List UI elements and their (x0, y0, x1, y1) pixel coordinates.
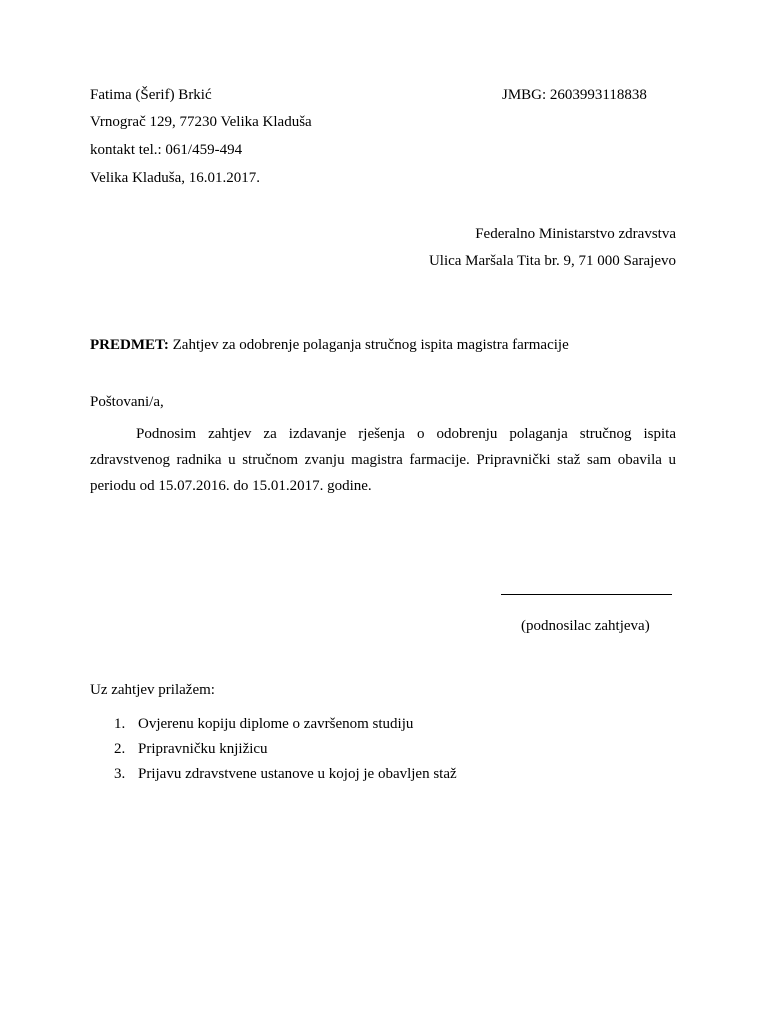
salutation: Poštovani/a, (90, 394, 164, 410)
attachments-intro: Uz zahtjev prilažem: (90, 682, 215, 698)
subject-line (90, 336, 569, 354)
attachment-number: 2. (114, 741, 126, 757)
recipient-address: Ulica Maršala Tita br. 9, 71 000 Sarajevo (428, 253, 676, 269)
signature-line (501, 594, 672, 595)
attachment-text: Pripravničku knjižicu (138, 741, 268, 757)
attachment-item (114, 765, 457, 783)
place-date: Velika Kladuša, 16.01.2017. (90, 170, 260, 186)
sender-address: Vrnograč 129, 77230 Velika Kladuša (90, 114, 312, 130)
sender-name: Fatima (Šerif) Brkić (90, 87, 212, 103)
attachment-text: Prijavu zdravstvene ustanove u kojoj je obavljen staž (138, 766, 457, 782)
body-paragraph: Podnosim zahtjev za izdavanje rješenja o odobrenju polaganja stručnog ispita zdravstvenog radnika u stručnom zvanju magistra farmacije. Pripravnički staž sam obavila u periodu od 15.07.2016. do 15.01.2017. godine. (90, 426, 676, 494)
attachment-number: 1. (114, 716, 126, 732)
sender-contact: kontakt tel.: 061/459-494 (90, 142, 243, 158)
attachment-number: 3. (114, 766, 126, 782)
attachment-item (114, 740, 268, 758)
subject-label: PREDMET: (90, 337, 169, 353)
attachment-item (114, 715, 413, 733)
signature-caption: (podnosilac zahtjeva) (521, 618, 650, 634)
sender-jmbg: JMBG: 2603993118838 (502, 87, 647, 103)
subject-text: Zahtjev za odobrenje polaganja stručnog ispita magistra farmacije (168, 337, 569, 353)
attachment-text: Ovjerenu kopiju diplome o završenom studiju (138, 716, 414, 732)
recipient-name: Federalno Ministarstvo zdravstva (475, 226, 676, 242)
